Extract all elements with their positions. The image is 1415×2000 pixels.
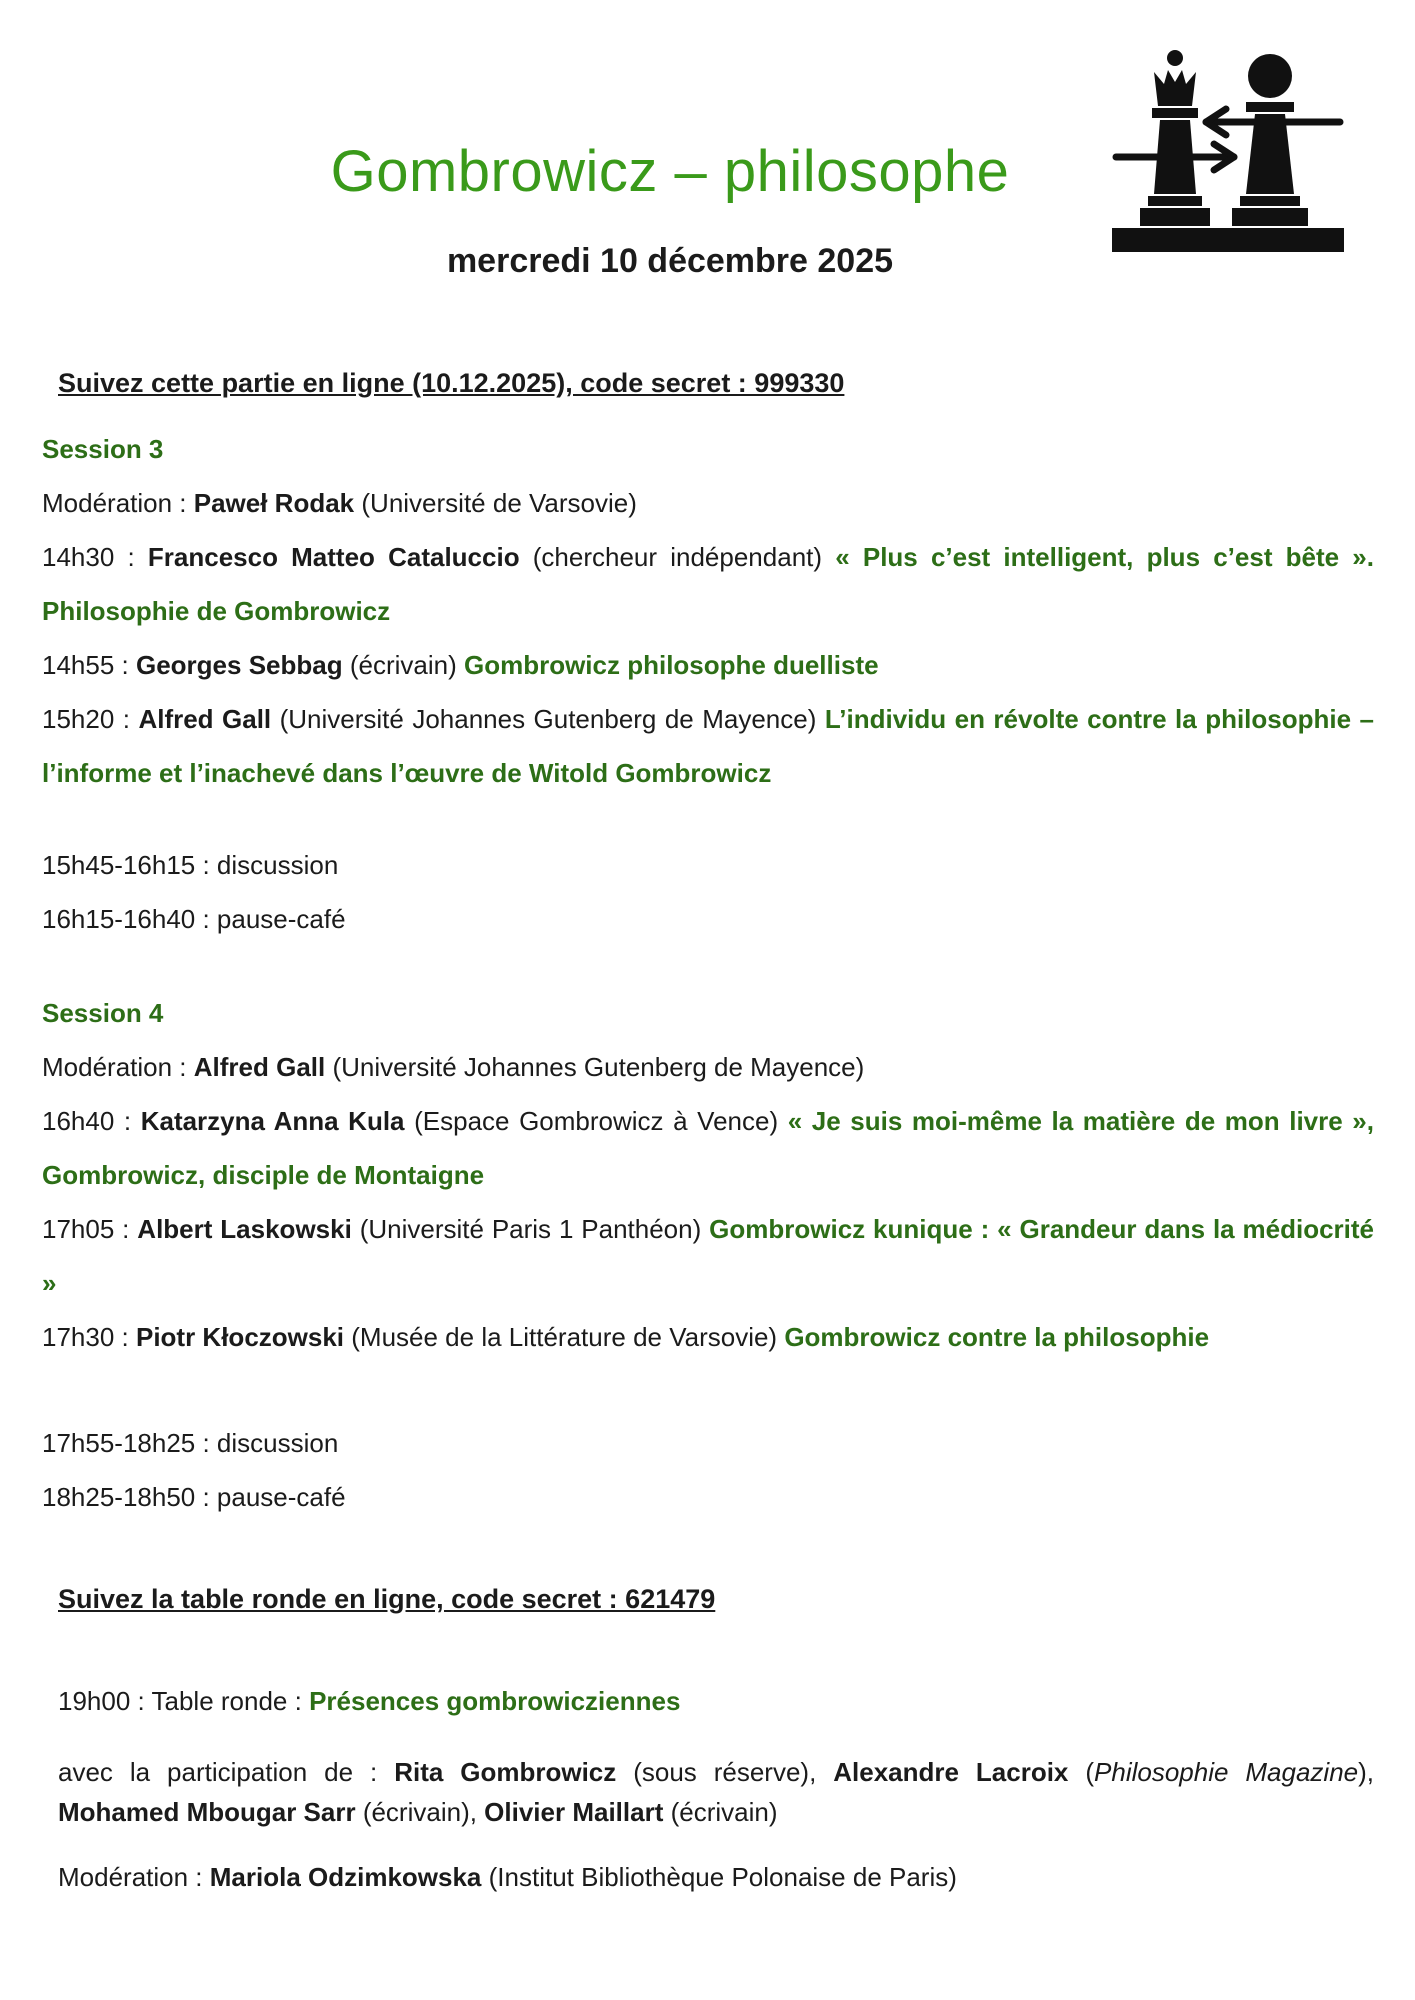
talk-1730: 17h30 : Piotr Kłoczowski (Musée de la Littérature de Varsovie) Gombrowicz contre la philosophie: [42, 1322, 1210, 1352]
session-3-discussion: 15h45-16h15 : discussion: [42, 850, 339, 880]
session-3-moderation: Modération : Paweł Rodak (Université de Varsovie): [42, 488, 637, 518]
event-date: mercredi 10 décembre 2025: [446, 242, 894, 280]
session-3-pause: 16h15-16h40 : pause-café: [42, 904, 346, 934]
session-3-title: Session 3: [42, 434, 164, 464]
round-table-participants: avec la participation de : Rita Gombrowicz (sous réserve), Alexandre Lacroix (Philosophie Magazine), Mohamed Mbougar Sarr (écrivain), Olivier Maillart (écrivain): [58, 1757, 1375, 1827]
online-link-session[interactable]: Suivez cette partie en ligne (10.12.2025), code secret : 999330: [58, 368, 845, 398]
talk-1455: 14h55 : Georges Sebbag (écrivain) Gombrowicz philosophe duelliste: [42, 650, 879, 680]
session-4-moderation: Modération : Alfred Gall (Université Johannes Gutenberg de Mayence): [42, 1052, 865, 1082]
session-4-discussion: 17h55-18h25 : discussion: [42, 1428, 339, 1458]
talk-1430: 14h30 : Francesco Matteo Cataluccio (chercheur indépendant) « Plus c’est intelligent, plus c’est bête ». Philosophie de Gombrowicz: [42, 542, 1374, 626]
talk-1640: 16h40 : Katarzyna Anna Kula (Espace Gombrowicz à Vence) « Je suis moi-même la matière de mon livre », Gombrowicz, disciple de Montaigne: [42, 1106, 1374, 1190]
round-table-time: 19h00 : Table ronde : Présences gombrowicziennes: [58, 1686, 681, 1716]
talk-1705: 17h05 : Albert Laskowski (Université Paris 1 Panthéon) Gombrowicz kunique : « Grandeur dans la médiocrité »: [42, 1214, 1375, 1298]
page-title: Gombrowicz – philosophe: [330, 139, 1010, 204]
round-table-moderation: Modération : Mariola Odzimkowska (Institut Bibliothèque Polonaise de Paris): [58, 1862, 957, 1892]
session-4-pause: 18h25-18h50 : pause-café: [42, 1482, 346, 1512]
talk-1520: 15h20 : Alfred Gall (Université Johannes Gutenberg de Mayence) L’individu en révolte contre la philosophie – l’informe et l’inachevé dans l’œuvre de Witold Gombrowicz: [42, 704, 1374, 788]
chess-pieces-icon: [1110, 44, 1360, 274]
session-4-title: Session 4: [42, 998, 164, 1028]
online-link-round-table[interactable]: Suivez la table ronde en ligne, code secret : 621479: [58, 1584, 716, 1614]
